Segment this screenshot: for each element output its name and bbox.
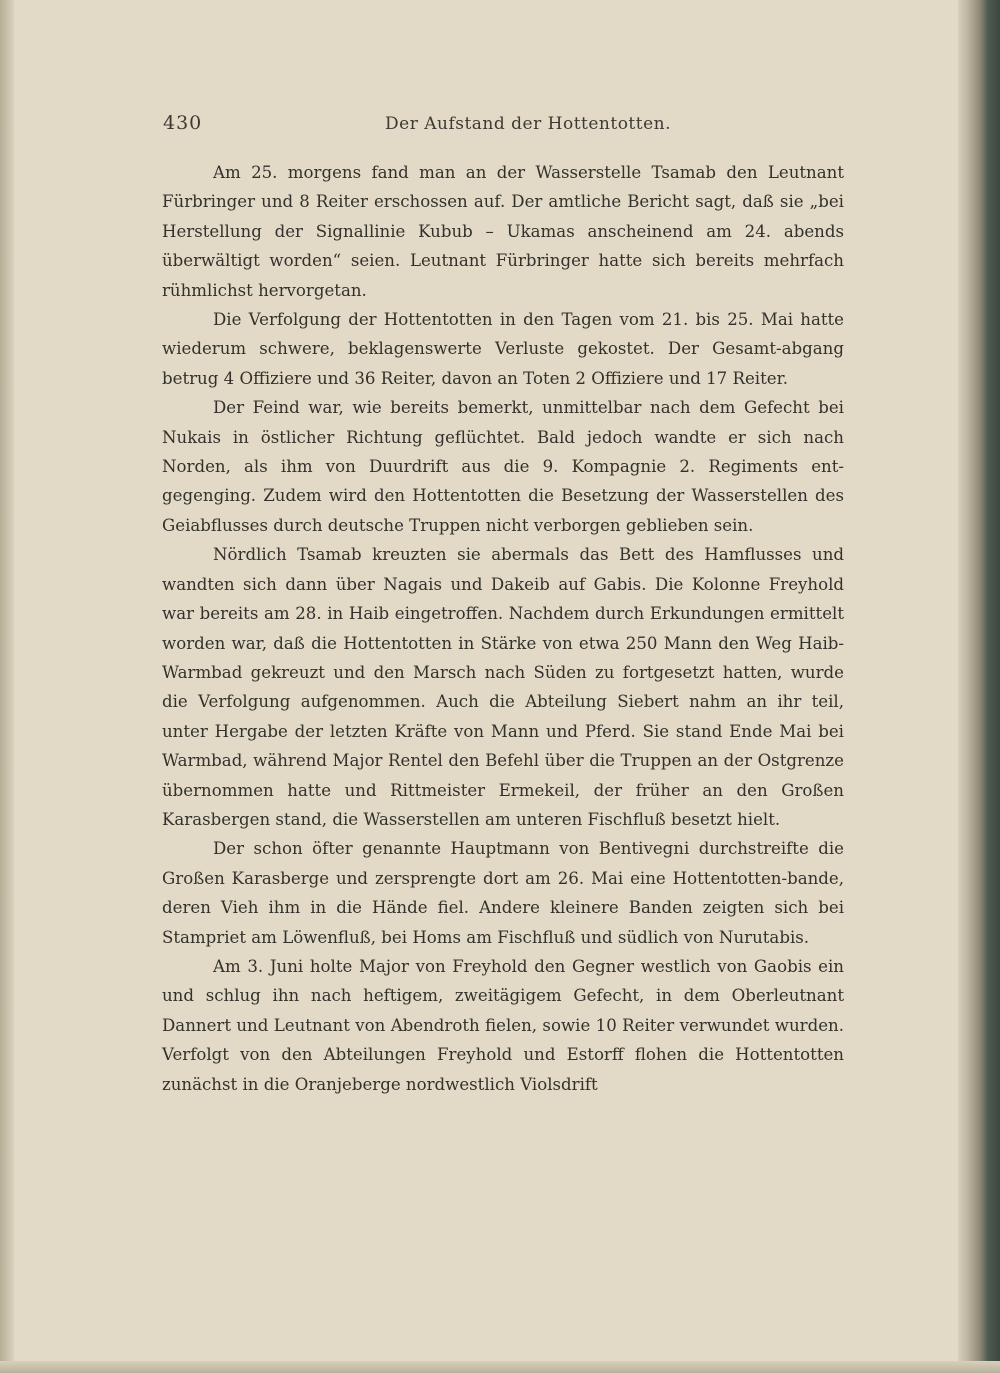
running-title: Der Aufstand der Hottentotten. xyxy=(385,114,672,134)
page-bottom-edge xyxy=(0,1361,1000,1373)
book-spine-edge xyxy=(958,0,1000,1373)
body-text xyxy=(162,158,844,1099)
paragraph-2: Die Verfolgung der Hottentotten in den Tagen vom 21. bis 25. Mai hatte wiederum schwere, beklagenswerte Verluste gekostet. Der Gesamt-abgang betrug 4 Offiziere und 36 Reiter, davon an Toten 2 Offiziere und 17 Reiter. xyxy=(162,310,844,388)
page-header xyxy=(163,112,843,138)
page-number: 430 xyxy=(163,112,203,134)
paragraph-4: Nördlich Tsamab kreuzten sie abermals das Bett des Hamflusses und wandten sich dann über Nagais und Dakeib auf Gabis. Die Kolonne Freyhold war bereits am 28. in Haib eingetroffen. Nachdem durch Erkundungen ermittelt worden war, daß die Hottentotten in Stärke von etwa 250 Mann den Weg Haib-Warmbad gekreuzt und den Marsch nach Süden zu fortgesetzt hatten, wurde die Verfolgung aufgenommen. Auch die Abteilung Siebert nahm an ihr teil, unter Hergabe der letzten Kräfte von Mann und Pferd. Sie stand Ende Mai bei Warmbad, während Major Rentel den Befehl über die Truppen an der Ostgrenze übernommen hatte und Rittmeister Ermekeil, der früher an den Großen Karasbergen stand, die Wasserstellen am unteren Fischfluß besetzt hielt. xyxy=(162,545,844,829)
paragraph-5: Der schon öfter genannte Hauptmann von Bentivegni durchstreifte die Großen Karasberge und zersprengte dort am 26. Mai eine Hottentotten-bande, deren Vieh ihm in die Hände fiel. Andere kleinere Banden zeigten sich bei Stampriet am Löwenfluß, bei Homs am Fischfluß und südlich von Nurutabis. xyxy=(162,839,844,947)
page-left-edge xyxy=(0,0,14,1373)
paragraph-3: Der Feind war, wie bereits bemerkt, unmittelbar nach dem Gefecht bei Nukais in östlicher Richtung geflüchtet. Bald jedoch wandte er sich nach Norden, als ihm von Duurdrift aus die 9. Kompagnie 2. Regiments ent-gegenging. Zudem wird den Hottentotten die Besetzung der Wasserstellen des Geiabflusses durch deutsche Truppen nicht verborgen geblieben sein. xyxy=(162,398,844,535)
paragraph-1: Am 25. morgens fand man an der Wasserstelle Tsamab den Leutnant Fürbringer und 8 Reiter erschossen auf. Der amtliche Bericht sagt, daß sie „bei Herstellung der Signallinie Kubub – Ukamas anscheinend am 24. abends überwältigt worden“ seien. Leutnant Fürbringer hatte sich bereits mehrfach rühmlichst hervorgetan. xyxy=(162,163,844,300)
paragraph-6: Am 3. Juni holte Major von Freyhold den Gegner westlich von Gaobis ein und schlug ihn nach heftigem, zweitägigem Gefecht, in dem Oberleutnant Dannert und Leutnant von Abendroth fielen, sowie 10 Reiter verwundet wurden. Verfolgt von den Abteilungen Freyhold und Estorff flohen die Hottentotten zunächst in die Oranjeberge nordwestlich Violsdrift xyxy=(162,956,844,1094)
